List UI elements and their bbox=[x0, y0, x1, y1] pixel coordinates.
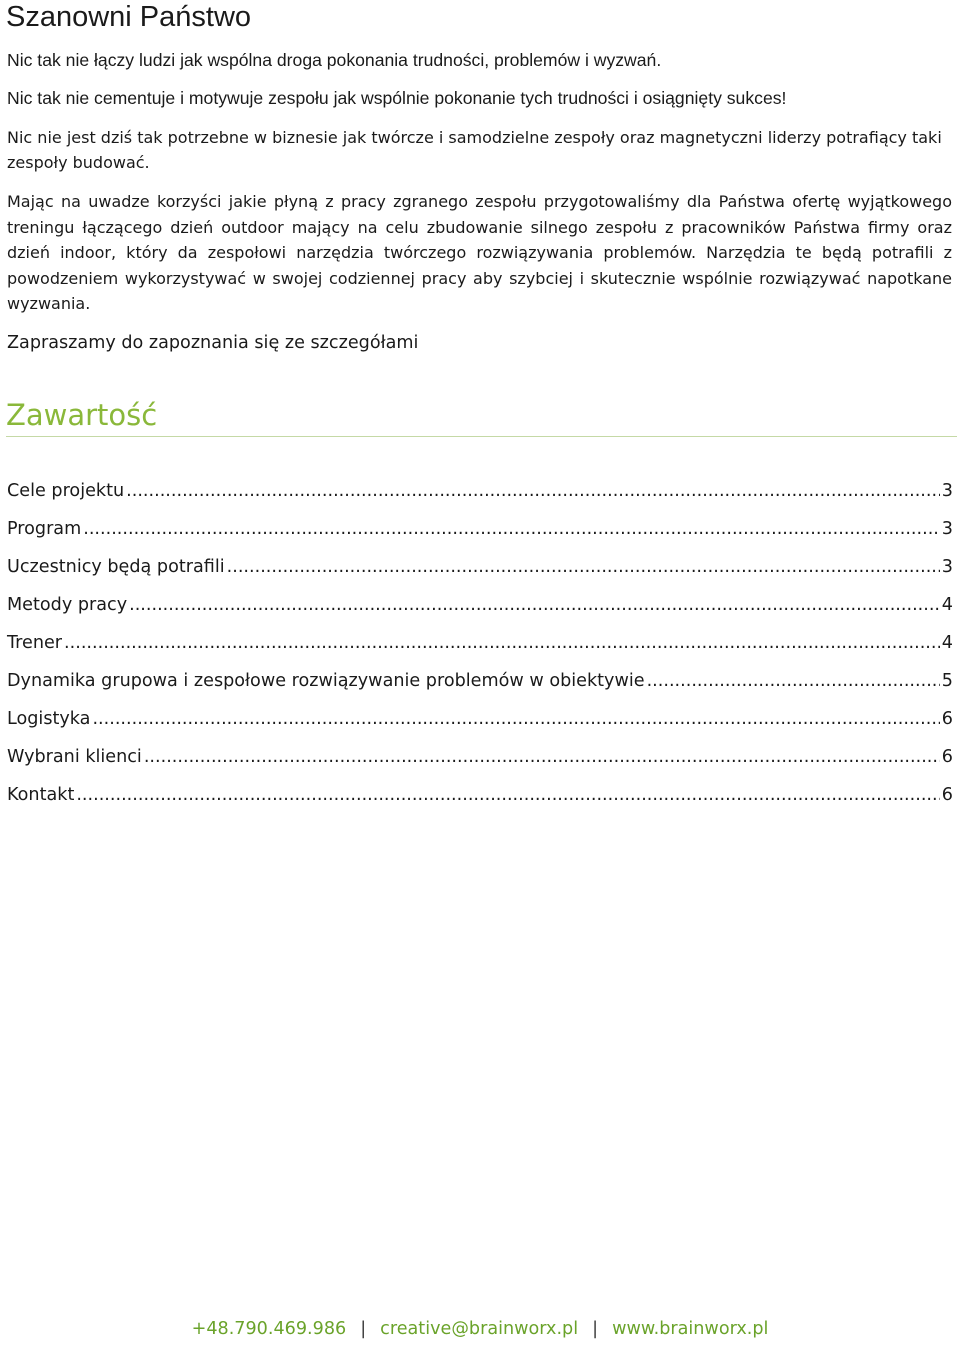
toc-leader-dots bbox=[76, 783, 939, 807]
footer-separator: | bbox=[360, 1319, 367, 1339]
invite-text: Zapraszamy do zapoznania się ze szczegółami bbox=[7, 333, 419, 353]
toc-item-page: 6 bbox=[941, 709, 953, 729]
toc-item-label: Metody pracy bbox=[7, 595, 128, 615]
toc-item-program[interactable] bbox=[7, 517, 953, 555]
toc-item-page: 4 bbox=[941, 633, 953, 653]
intro-line-2: Nic tak nie cementuje i motywuje zespołu jak wspólnie pokonanie tych trudności i osiągnięty sukces! bbox=[7, 88, 787, 108]
toc-list bbox=[7, 479, 953, 821]
toc-leader-dots bbox=[227, 555, 940, 579]
toc-leader-dots bbox=[83, 517, 940, 541]
footer-email-link[interactable]: creative@brainworx.pl bbox=[380, 1319, 579, 1339]
footer-phone[interactable]: +48.790.469.986 bbox=[191, 1319, 347, 1339]
toc-item-page: 5 bbox=[941, 671, 953, 691]
toc-item-page: 3 bbox=[941, 481, 953, 501]
toc-leader-dots bbox=[126, 479, 940, 503]
intro-line-1: Nic tak nie łączy ludzi jak wspólna droga pokonania trudności, problemów i wyzwań. bbox=[7, 50, 662, 70]
toc-item-cele-projektu[interactable] bbox=[7, 479, 953, 517]
toc-leader-dots bbox=[144, 745, 940, 769]
intro-paragraph-3: Nic nie jest dziś tak potrzebne w biznesie jak twórcze i samodzielne zespoły oraz magnetyczni liderzy potrafiący taki zespoły budować. bbox=[7, 128, 942, 172]
toc-item-label: Dynamika grupowa i zespołowe rozwiązywanie problemów w obiektywie bbox=[7, 671, 645, 691]
toc-item-metody-pracy[interactable] bbox=[7, 593, 953, 631]
toc-leader-dots bbox=[129, 593, 940, 617]
footer-separator: | bbox=[592, 1319, 599, 1339]
toc-item-dynamika-grupowa[interactable] bbox=[7, 669, 953, 707]
toc-item-label: Trener bbox=[7, 633, 63, 653]
toc-leader-dots bbox=[92, 707, 939, 731]
toc-item-wybrani-klienci[interactable] bbox=[7, 745, 953, 783]
toc-item-trener[interactable] bbox=[7, 631, 953, 669]
toc-item-page: 3 bbox=[941, 519, 953, 539]
toc-item-page: 6 bbox=[941, 747, 953, 767]
toc-leader-dots bbox=[64, 631, 940, 655]
footer-website-link[interactable]: www.brainworx.pl bbox=[612, 1319, 769, 1339]
toc-item-label: Logistyka bbox=[7, 709, 91, 729]
toc-leader-dots bbox=[647, 669, 940, 693]
page-title: Szanowni Państwo bbox=[6, 1, 252, 33]
toc-heading: Zawartość bbox=[6, 398, 158, 432]
footer-contact bbox=[0, 1317, 960, 1341]
toc-item-label: Kontakt bbox=[7, 785, 75, 805]
toc-item-label: Cele projektu bbox=[7, 481, 125, 501]
intro-paragraph-4: Mając na uwadze korzyści jakie płyną z pracy zgranego zespołu przygotowaliśmy dla Państwa ofertę wyjątkowego treningu łączącego dzień outdoor mający na celu zbudowanie silnego zespołu z pracowników Państwa firmy oraz dzień indoor, który da zespołowi narzędzia twórczego rozwiązywania problemów. Narzędzia te będą potrafili z powodzeniem wykorzystywać w swojej codziennej pracy aby szybciej i skutecznie wspólnie rozwiązywać napotkane wyzwania. bbox=[7, 192, 952, 313]
toc-item-page: 3 bbox=[941, 557, 953, 577]
toc-divider bbox=[6, 436, 957, 437]
toc-item-page: 4 bbox=[941, 595, 953, 615]
toc-item-page: 6 bbox=[941, 785, 953, 805]
toc-item-label: Uczestnicy będą potrafili bbox=[7, 557, 225, 577]
toc-item-label: Wybrani klienci bbox=[7, 747, 142, 767]
toc-item-logistyka[interactable] bbox=[7, 707, 953, 745]
toc-item-label: Program bbox=[7, 519, 82, 539]
toc-item-kontakt[interactable] bbox=[7, 783, 953, 821]
toc-item-uczestnicy[interactable] bbox=[7, 555, 953, 593]
